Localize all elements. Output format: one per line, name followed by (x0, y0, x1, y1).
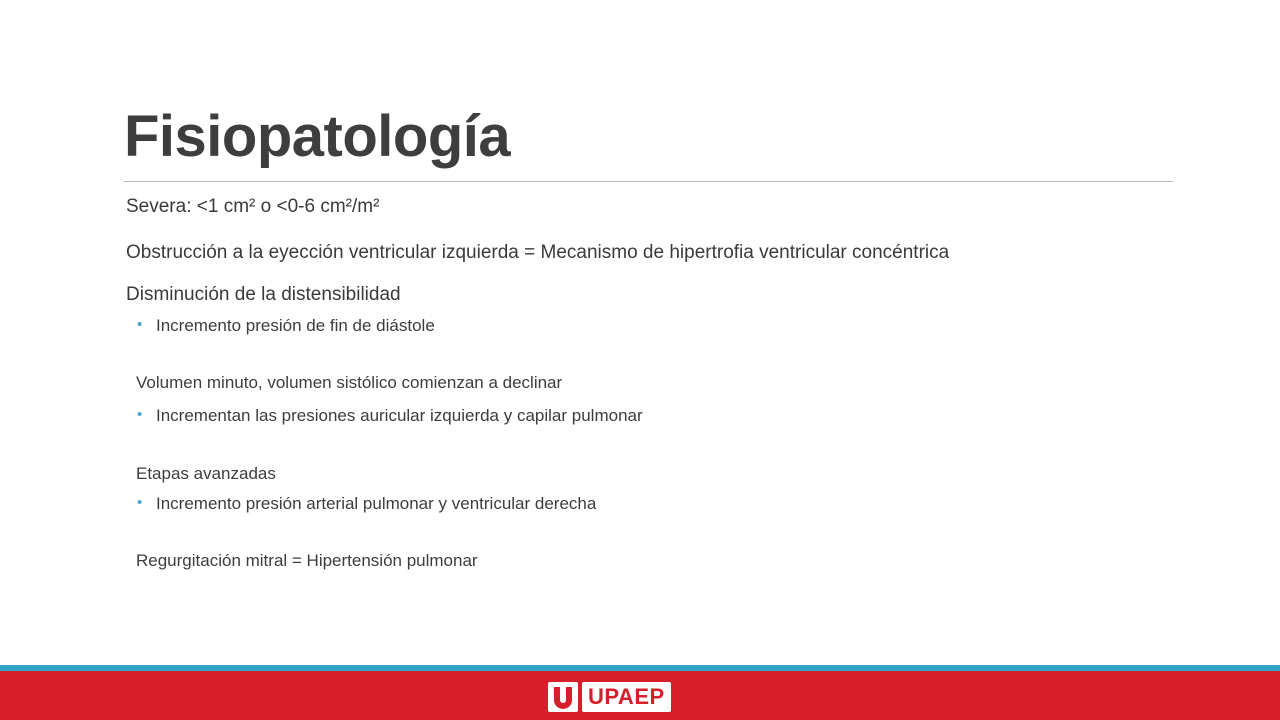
bullet-text: Incremento presión arterial pulmonar y ventricular derecha (156, 494, 597, 513)
bullet-text: Incrementan las presiones auricular izquierda y capilar pulmonar (156, 406, 643, 425)
bullet-icon: • (137, 494, 143, 511)
advanced-stages-line: Etapas avanzadas (136, 464, 276, 483)
bullet-item (137, 316, 435, 336)
upaep-logo (548, 682, 671, 712)
obstruction-line: Obstrucción a la eyección ventricular izquierda = Mecanismo de hipertrofia ventricular concéntrica (126, 242, 950, 263)
volume-line: Volumen minuto, volumen sistólico comienzan a declinar (136, 373, 563, 392)
bullet-text: Incremento presión de fin de diástole (156, 316, 435, 335)
bullet-item (137, 494, 597, 514)
slide-title: Fisiopatología (124, 104, 511, 169)
bullet-icon: • (137, 316, 143, 333)
bullet-icon: • (137, 406, 143, 423)
logo-text: UPAEP (582, 682, 671, 712)
u-logo-icon (548, 682, 578, 712)
title-divider (124, 181, 1173, 182)
bullet-item (137, 406, 643, 426)
regurgitation-line: Regurgitación mitral = Hipertensión pulmonar (136, 551, 478, 570)
severity-line: Severa: <1 cm² o <0-6 cm²/m² (126, 196, 380, 217)
distensibility-line: Disminución de la distensibilidad (126, 284, 401, 305)
